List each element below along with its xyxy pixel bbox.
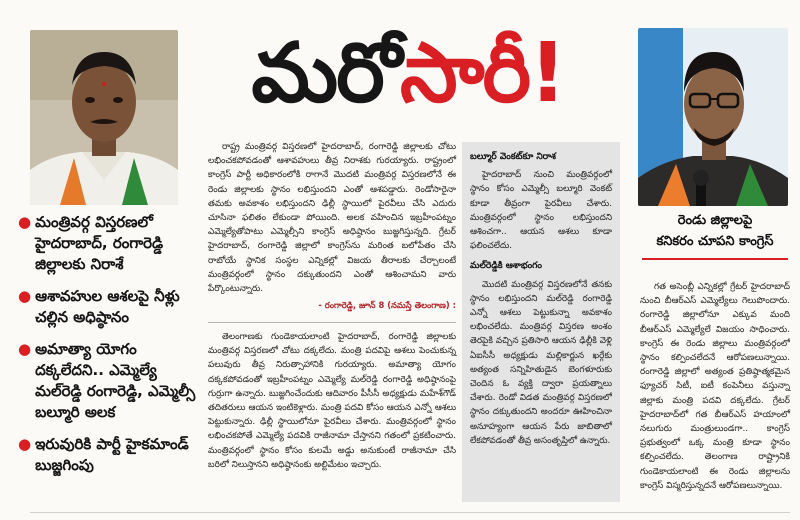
article-intro-paragraph: రాష్ట్ర మంత్రివర్గ విస్తరణలో హైదరాబాద్, రంగారెడ్డి జిల్లాలకు చోటు లభించకపోవడంతో ఆశావహులు తీవ్ర నిరాశకు గురయ్యారు. రాష్ట్రంలో కాంగ్రెస్ పార్టీ అధికారంలోకి రాగానే మొదటి మంత్రివర్గ విస్తరణలోనే ఈ రెండు జిల్లాలకు స్థానం లభిస్తుందని ఎంతో ఆశపడ్డారు. రెండోసారైనా తమకు అవకాశం లభిస్తుందని ఢిల్లీ స్థాయిలో పైరవీలు చేసి ఎదురు చూసినా ఫలితం లేకుండా పోయింది. అలక వహించిన ఇబ్రహీంపట్నం ఎమ్మెల్యేతోపాటు ఎమ్మెల్సీని కాంగ్రెస్ అధిష్ఠానం బుజ్జగిస్తున్నది. గ్రేటర్ హైదరాబాద్, రంగారెడ్డి జిల్లాలో కాంగ్రెస్‌ను మరింత బలోపేతం చేసి రాబోయే స్థానిక సంస్థల ఎన్నికల్లో విజయ తీరాలకు చేర్చాలంటే మంత్రివర్గంలో స్థానం దక్కుతుందని ఎంతో ఆశించామని వారు పేర్కొంటున్నారు. xyxy=(208,142,456,295)
sidebar-box xyxy=(462,142,620,502)
leader-photo-right xyxy=(638,28,788,206)
highlight-text: ఆశావహుల ఆశలపై నీళ్లు చల్లిన అధిష్ఠానం xyxy=(35,287,180,326)
bullet-dot-icon: ● xyxy=(18,435,32,453)
sidebar-subhead-2: మల్‌రెడ్డికి ఆశాభంగం xyxy=(470,261,542,272)
article-intro xyxy=(208,140,456,312)
leader-photo-left xyxy=(30,30,178,205)
bullet-dot-icon: ● xyxy=(18,287,32,305)
page-bottom-rule xyxy=(30,512,790,513)
right-title-underline xyxy=(642,258,788,260)
highlight-text: అమాత్యా యోగం దక్కలేదని.. ఎమ్మెల్యే మల్‌రెడ్డి రంగారెడ్డి, ఎమ్మెల్సీ బల్మూరి అలక xyxy=(35,340,196,421)
article-body xyxy=(208,330,456,472)
bullet-dot-icon: ● xyxy=(18,340,32,358)
highlight-text: మంత్రివర్గ విస్తరణలో హైదరాబాద్, రంగారెడ్డి జిల్లాలకు నిరాశే xyxy=(35,213,164,273)
article-byline: - రంగారెడ్డి, జూన్ 8 (నమస్తే తెలంగాణ) : xyxy=(318,300,456,311)
highlight-item xyxy=(18,434,206,476)
leader-portrait-right-image xyxy=(638,28,788,206)
headline-part-red: సారీ! xyxy=(400,25,565,121)
leader-portrait-left-image xyxy=(30,30,178,205)
right-title-line-1: రెండు జిల్లాలపై xyxy=(677,213,753,228)
highlight-item xyxy=(18,286,206,328)
right-section-title xyxy=(636,210,794,260)
sidebar-paragraph-2: మొదటి మంత్రివర్గ విస్తరణలోనే తనకు స్థానం లభిస్తుందని మల్‌రెడ్డి రంగారెడ్డి ఎన్నో ఆశలు పెట్టుకున్నా అవకాశం లభించలేదు. మంత్రివర్గ విస్తరణ అంశం తెరపైకి వచ్చిన ప్రతిసారి ఆయన ఢిల్లీకి వెళ్లి ఏఐసీసీ అధ్యక్షుడు మల్లికార్జున ఖర్గేకు అత్యంత సన్నిహితుడైన బెంగళూరుకు చెందిన ఓ వ్యక్తి ద్వారా ప్రయత్నాలు చేశారు. రెండో విడత మంత్రివర్గ విస్తరణలో స్థానం దక్కుతుందని అందరూ ఊహించినా అనూహ్యంగా ఆయన పేరు జాబితాలో లేకపోవడంతో తీవ్ర అసంతృప్తిలో ఉన్నారు. xyxy=(470,279,612,446)
highlight-item xyxy=(18,339,206,423)
bullet-dot-icon: ● xyxy=(18,213,32,231)
right-column-paragraph: గత అసెంబ్లీ ఎన్నికల్లో గ్రేటర్ హైదరాబాద్ నుంచి బీఆర్‌ఎస్ ఎమ్మెల్యేలు గెలుపొందారు. రంగారెడ్డి జిల్లాలోనూ ఎక్కువ మంది బీఆర్‌ఎస్ ఎమ్మెల్యేలే విజయం సాధించారు. కాంగ్రెస్ ఈ రెండు జిల్లాలు మంత్రివర్గంలో స్థానం కల్పించలేదనే ఆరోపణలున్నాయి. రంగారెడ్డి జిల్లాలో అత్యంత ప్రతిష్ఠాత్మకమైన ఫ్యూచర్ సిటీ, ఐటీ కంపెనీలు వస్తున్నా జిల్లాకు మంత్రి పదవి దక్కలేదు. గ్రేటర్ హైదరాబాద్‌లో గత బీఆర్‌ఎస్ హయాంలో నలుగురు మంత్రులుండగా.. కాంగ్రెస్ ప్రభుత్వంలో ఒక్క మంత్రి కూడా స్థానం కల్పించలేదు. తెలంగాణ రాష్ట్రానికి గుండెకాయలాంటి ఈ రెండు జిల్లాలను కాంగ్రెస్ విస్మరిస్తున్నదనే ఆరోపణలున్నాయి. xyxy=(640,282,790,491)
sidebar-paragraph-1: హైదరాబాద్ నుంచి మంత్రివర్గంలో స్థానం కోసం ఎమ్మెల్సీ బల్మూరి వెంకట్ కూడా తీవ్రంగా పైరవీలు చేశారు. మంత్రివర్గంలో స్థానం లభిస్తుందని ఆశించగా.. ఆయన ఆశలు కూడా ఫలించలేదు. xyxy=(470,170,612,252)
section-divider xyxy=(208,322,456,323)
headline-part-black: మరో xyxy=(251,25,401,121)
sidebar-subhead-1: బల్మూర్ వెంకట్‌కూ నిరాశ xyxy=(470,152,556,162)
highlight-text: ఇరువురికి పార్టీ హైకమాండ్ బుజ్జగింపు xyxy=(35,435,189,474)
right-column-text xyxy=(640,280,790,493)
highlights-list xyxy=(18,212,206,487)
headline xyxy=(188,25,628,138)
highlight-item xyxy=(18,212,206,275)
right-title-line-2: కనికరం చూపని కాంగ్రెస్ xyxy=(656,234,774,249)
article-body-paragraph: తెలంగాణకు గుండెకాయలాంటి హైదరాబాద్, రంగారెడ్డి జిల్లాలకు మంత్రివర్గ విస్తరణలో చోటు దక్కలేదు. మంత్రి పదవిపై ఆశలు పెంచుకున్న పలువురు తీవ్ర నిరుత్సాహానికి గురయ్యారు. అమాత్యా యోగం దక్కకపోవడంతో ఇబ్రహీంపట్నం ఎమ్మెల్యే మల్‌రెడ్డి రంగారెడ్డి అధిష్ఠానంపై గుర్రుగా ఉన్నారు. బుజ్జగించేందుకు ఆదివారం పీసీసీ అధ్యక్షుడు మహేశ్‌గౌడ్ తదితరులు ఆయన ఇంటికెళ్లారు. మంత్రి పదవి కోసం ఆయన ఎన్నో ఆశలు పెట్టుకున్నారు. ఢిల్లీ స్థాయిలోనూ పైరవీలు చేశారు. మంత్రివర్గంలో స్థానం లభించకపోతే ఎమ్మెల్యే పదవికి రాజీనామా చేస్తానని గతంలో ప్రకటించారు. మంత్రివర్గంలో స్థానం కోసం కులమే అడ్డు అనుకుంటే రాజీనామా చేసి బరిలో నిలుస్తానని అధిష్ఠానంకు అల్టిమేటం ఇచ్చారు. xyxy=(208,332,456,470)
